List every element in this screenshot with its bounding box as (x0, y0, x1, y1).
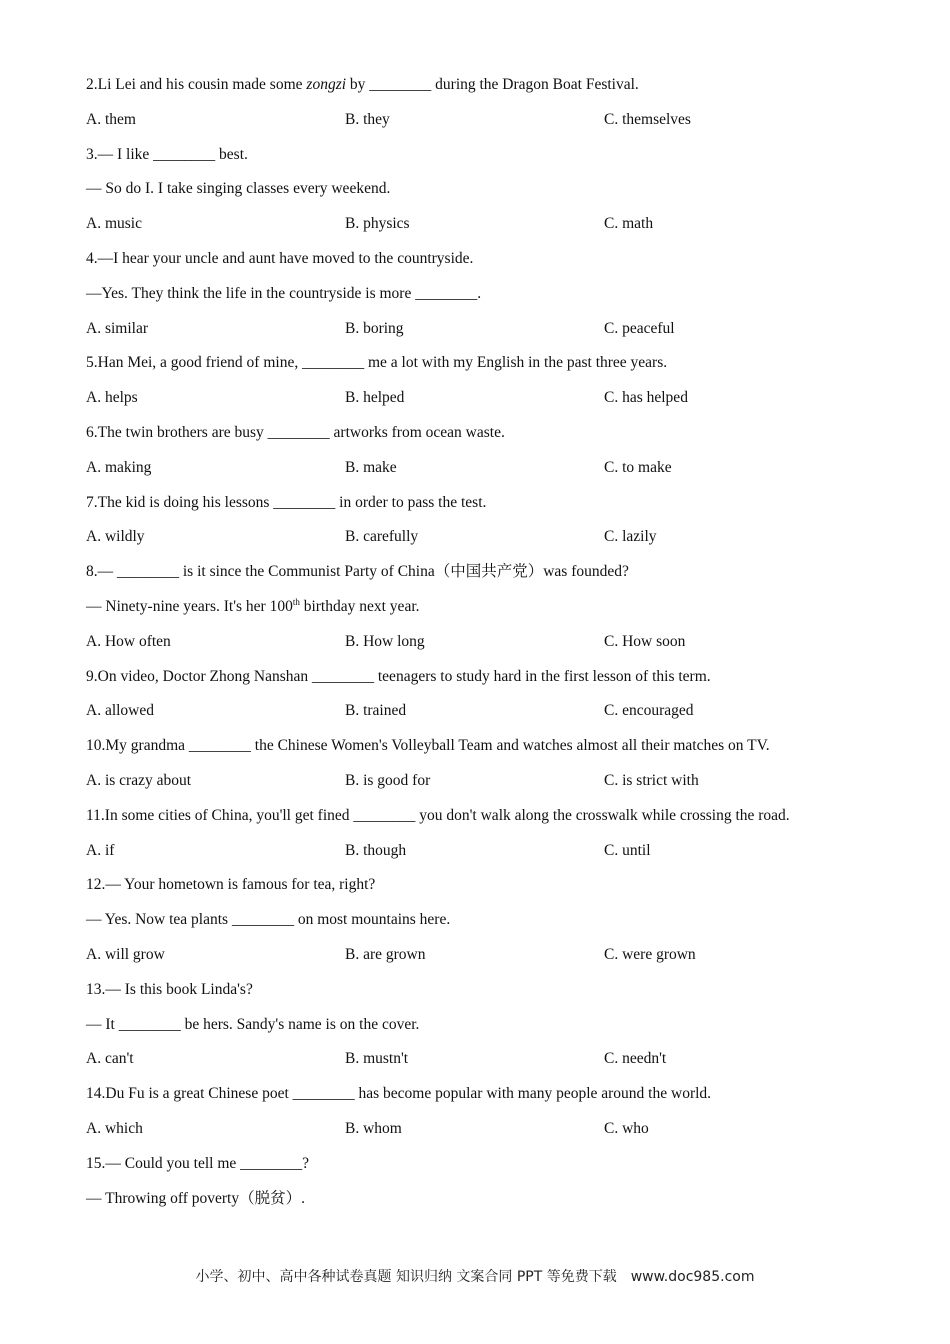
option-c: C. lazily (604, 528, 657, 546)
option-b: B. though (345, 841, 407, 859)
question-13-options (86, 1042, 886, 1077)
option-c: C. were grown (604, 945, 696, 963)
question-3-options (86, 207, 886, 242)
option-b: B. boring (345, 319, 404, 337)
question-3-dialog: — So do I. I take singing classes every weekend. (86, 180, 391, 198)
option-c: C. How soon (604, 632, 686, 650)
option-b: B. How long (345, 632, 425, 650)
option-b: B. mustn't (345, 1050, 409, 1068)
option-c: C. encouraged (604, 702, 694, 720)
option-b: B. are grown (345, 945, 426, 963)
option-a: A. making (86, 458, 152, 476)
option-b: B. trained (345, 702, 407, 720)
option-a: A. allowed (86, 702, 155, 720)
question-7-options (86, 520, 886, 555)
question-2-stem: 2.Li Lei and his cousin made some zongzi by ________ during the Dragon Boat Festival. (86, 76, 639, 93)
option-c: C. needn't (604, 1050, 667, 1068)
question-4-options (86, 312, 886, 347)
question-3-stem: 3.— I like ________ best. (86, 145, 248, 163)
option-b: B. physics (345, 215, 410, 233)
option-a: A. similar (86, 319, 148, 337)
option-c: C. themselves (604, 110, 691, 128)
question-12-dialog: — Yes. Now tea plants ________ on most mountains here. (86, 911, 451, 929)
option-c: C. who (604, 1119, 649, 1137)
option-a: A. music (86, 215, 142, 233)
option-c: C. peaceful (604, 319, 675, 337)
question-15-dialog: — Throwing off poverty（脱贫）. (86, 1189, 305, 1207)
option-a: A. will grow (86, 945, 165, 963)
option-c: C. until (604, 841, 651, 859)
option-b: B. whom (345, 1119, 402, 1137)
question-4-stem: 4.—I hear your uncle and aunt have moved to the countryside. (86, 249, 474, 267)
question-6-stem: 6.The twin brothers are busy ________ artworks from ocean waste. (86, 423, 505, 441)
option-a: A. them (86, 110, 136, 128)
option-c: C. math (604, 215, 654, 233)
question-13-dialog: — It ________ be hers. Sandy's name is on the cover. (86, 1015, 420, 1033)
question-4-dialog: —Yes. They think the life in the countryside is more ________. (86, 284, 482, 302)
question-14-options (86, 1112, 886, 1147)
option-b: B. they (345, 110, 390, 128)
option-a: A. helps (86, 389, 138, 407)
option-b: B. is good for (345, 771, 431, 789)
question-14-stem: 14.Du Fu is a great Chinese poet ________ has become popular with many people around the world. (86, 1085, 712, 1103)
question-12-options (86, 938, 886, 973)
question-list (86, 68, 886, 1216)
option-a: A. if (86, 841, 115, 859)
option-a: A. which (86, 1119, 143, 1137)
option-c: C. has helped (604, 389, 688, 407)
question-11-options (86, 834, 886, 869)
option-b: B. make (345, 458, 397, 476)
question-9-stem: 9.On video, Doctor Zhong Nanshan ________ teenagers to study hard in the first lesson of this term. (86, 667, 711, 685)
question-10-options (86, 764, 886, 799)
question-15-stem: 15.— Could you tell me ________? (86, 1154, 310, 1172)
option-b: B. carefully (345, 528, 419, 546)
question-12-stem: 12.— Your hometown is famous for tea, right? (86, 876, 376, 894)
question-13-stem: 13.— Is this book Linda's? (86, 980, 253, 998)
question-10-stem: 10.My grandma ________ the Chinese Women's Volleyball Team and watches almost all their matches on TV. (86, 737, 770, 755)
question-5-stem: 5.Han Mei, a good friend of mine, ________ me a lot with my English in the past three years. (86, 354, 668, 372)
option-a: A. How often (86, 632, 171, 650)
question-5-options (86, 381, 886, 416)
question-2-options (86, 103, 886, 138)
question-6-options (86, 451, 886, 486)
option-a: A. is crazy about (86, 771, 192, 789)
question-11-stem: 11.In some cities of China, you'll get fined ________ you don't walk along the crosswalk while crossing the road. (86, 806, 790, 824)
option-c: C. is strict with (604, 771, 699, 789)
question-7-stem: 7.The kid is doing his lessons ________ in order to pass the test. (86, 493, 487, 511)
question-8-dialog: — Ninety-nine years. It's her 100th birthday next year. (86, 596, 420, 615)
option-c: C. to make (604, 458, 672, 476)
question-9-options (86, 694, 886, 729)
question-8-stem: 8.— ________ is it since the Communist Party of China（中国共产党）was founded? (86, 563, 629, 581)
option-b: B. helped (345, 389, 405, 407)
page-footer: 小学、初中、高中各种试卷真题 知识归纳 文案合同 PPT 等免费下载 www.doc985.com (195, 1269, 755, 1285)
question-8-options (86, 625, 886, 660)
option-a: A. wildly (86, 528, 145, 546)
option-a: A. can't (86, 1050, 134, 1068)
